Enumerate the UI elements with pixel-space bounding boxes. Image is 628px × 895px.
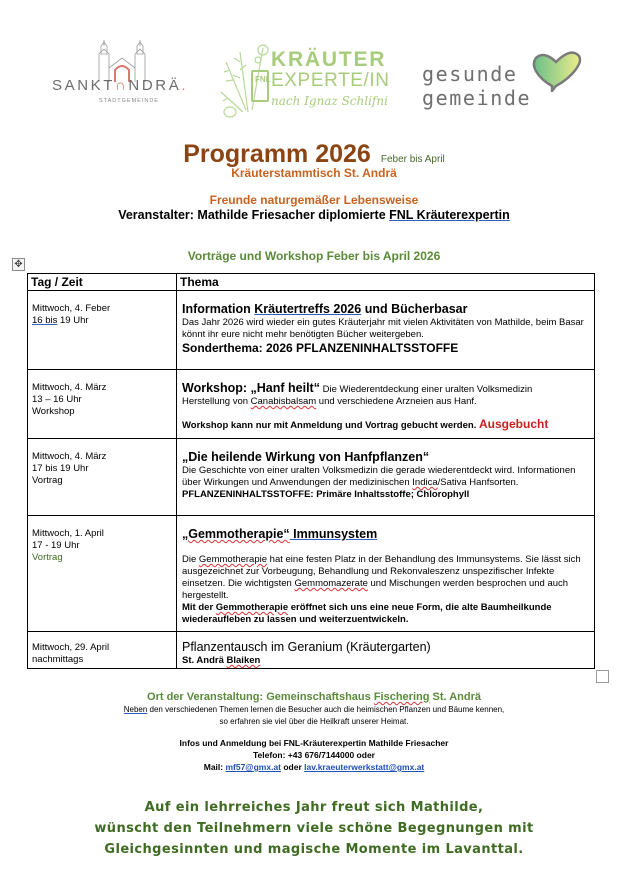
contact-phone: Telefon: +43 676/7144000 oder <box>253 750 375 760</box>
footer-note-2: so erfahren sie viel über die Heilkraft unserer Heimat. <box>219 717 409 726</box>
closing-line-1: Auf ein lehrreiches Jahr freut sich Mathilde, <box>144 800 484 815</box>
date-cell: Mittwoch, 4. März 13 – 16 Uhr Workshop <box>28 370 177 439</box>
gemeinde-wordmark: gemeinde <box>422 86 532 110</box>
sankt-andrae-logo <box>52 40 197 110</box>
topic-note: PFLANZENINHALTSSTOFFE: Primäre Inhaltsstoffe; Chlorophyll <box>182 489 470 500</box>
program-subtitle: Kräuterstammtisch St. Andrä <box>231 166 397 180</box>
date-cell: Mittwoch, 4. Feber 16 bis 19 Uhr <box>28 291 177 370</box>
church-icon <box>87 40 157 82</box>
gesunde-wordmark: gesunde <box>422 62 518 86</box>
program-period: Feber bis April <box>380 154 445 165</box>
topic-title: „Die heilende Wirkung von Hanfpflanzen“ <box>182 450 430 464</box>
date-cell: Mittwoch, 1. April 17 - 19 Uhr Vortrag <box>28 516 177 632</box>
topic-location: St. Andrä Blaiken <box>182 655 261 666</box>
workshop-note: Workshop kann nur mit Anmeldung und Vortrag gebucht werden. Ausgebucht <box>182 417 549 431</box>
sankt-andrae-wordmark: SANKT∩NDRÄ. <box>52 77 189 94</box>
status-badge: Ausgebucht <box>478 417 549 431</box>
program-title: Programm 2026 <box>183 140 371 168</box>
program-title-row <box>0 140 628 169</box>
fnl-badge: FNL <box>251 70 269 102</box>
kraeuter-experte-logo <box>218 42 398 120</box>
table-row <box>28 370 595 439</box>
topic-cell <box>177 632 595 669</box>
table-row <box>28 516 595 632</box>
tagline: Freunde naturgemäßer Lebensweise <box>209 193 419 207</box>
table-row <box>28 439 595 516</box>
topic-cell <box>177 291 595 370</box>
move-arrows-icon[interactable]: ✥ <box>12 258 25 271</box>
program-table <box>27 273 595 669</box>
table-header-row <box>28 274 595 291</box>
email-link-2[interactable]: lav.kraeuterwerkstatt@gmx.at <box>304 762 425 772</box>
schlifni-tagline: nach Ignaz Schlifni <box>271 94 388 108</box>
column-header-date: Tag / Zeit <box>28 274 177 291</box>
organizer-title-link[interactable]: FNL Kräuterexpertin <box>389 208 510 222</box>
table-row <box>28 632 595 669</box>
organizer-line: Veranstalter: Mathilde Friesacher diplomierte FNL Kräuterexpertin <box>118 208 510 222</box>
date-cell: Mittwoch, 4. März 17 bis 19 Uhr Vortrag <box>28 439 177 516</box>
experte-wordmark: EXPERTE/IN <box>271 70 390 91</box>
topic-description: Die Gemmotherapie hat eine festen Platz in der Behandlung des Immunsystems. Sie lässt sich ausgezeichnet zur Vorbeugung, Behandlung und Rekonvaleszenz unspezifischer Infekte einsetzen. Die wichtigsten Gemmomazerate und Mischungen werden besprochen und auch hergestellt. <box>182 554 581 601</box>
contact-info: Infos und Anmeldung bei FNL-Kräuterexpertin Mathilde Friesacher <box>179 738 449 748</box>
topic-title: „Gemmotherapie“ Immunsystem <box>182 527 378 541</box>
venue-line: Ort der Veranstaltung: Gemeinschaftshaus Fischering St. Andrä <box>147 691 481 703</box>
contact-mail: Mail: mf57@gmx.at oder lav.kraeuterwerkstatt@gmx.at <box>203 762 425 772</box>
topic-cell <box>177 516 595 632</box>
section-title: Vorträge und Workshop Feber bis April 2026 <box>187 249 441 263</box>
topic-cell <box>177 439 595 516</box>
closing-line-2: wünscht den Teilnehmern viele schöne Begegnungen mit <box>94 821 534 836</box>
topic-title: Pflanzentausch im Geranium (Kräutergarten) <box>182 640 431 654</box>
topic-description: Die Geschichte von einer uralten Volksmedizin die gerade wiederentdeckt wird. Informationen über Wirkungen und Anwendungen der medizinischen Indica/Sativa Hanfsorten. <box>182 465 576 488</box>
topic-description: Herstellung von Canabisbalsam und verschiedene Arzneien aus Hanf. <box>182 396 477 407</box>
date-cell: Mittwoch, 29. April nachmittags <box>28 632 177 669</box>
topic-cell: Workshop: „Hanf heilt“ Die Wiederentdeckung einer uralten Volksmedizin Herstellung von Canabisbalsam und verschiedene Arzneien aus Hanf. Workshop kann nur mit Anmeldung und Vortrag gebucht werden. Ausgebucht <box>177 370 595 439</box>
topic-description: Das Jahr 2026 wird wieder ein gutes Kräuterjahr mit vielen Aktivitäten von Mathilde, beim Basar könnt ihr eure nicht mehr benötigten Bücher weitergeben. <box>182 317 584 340</box>
table-row <box>28 291 595 370</box>
heart-icon <box>530 50 582 92</box>
topic-title: Information Kräutertreffs 2026 und Bücherbasar <box>182 302 468 316</box>
special-topic: Sonderthema: 2026 PFLANZENINHALTSSTOFFE <box>182 341 459 355</box>
topic-title: Workshop: „Hanf heilt“ <box>182 381 320 395</box>
footer-note-1: Neben den verschiedenen Themen lernen die Besucher auch die heimischen Pflanzen und Bäume kennen, <box>123 705 505 714</box>
kraeuter-wordmark: KRÄUTER <box>271 48 387 71</box>
stadtgemeinde-label: STADTGEMEINDE <box>99 98 159 104</box>
gesunde-gemeinde-logo <box>422 50 587 114</box>
topic-note: Mit der Gemmotherapie eröffnet sich uns eine neue Form, die alte Baumheilkunde wiederaufleben zu lassen und weiterzuentwickeln. <box>182 602 552 625</box>
email-link-1[interactable]: mf57@gmx.at <box>225 762 281 772</box>
column-header-topic: Thema <box>177 274 595 291</box>
closing-line-3: Gleichgesinnten und magische Momente im Lavanttal. <box>104 842 524 857</box>
table-resize-handle[interactable] <box>596 670 609 683</box>
